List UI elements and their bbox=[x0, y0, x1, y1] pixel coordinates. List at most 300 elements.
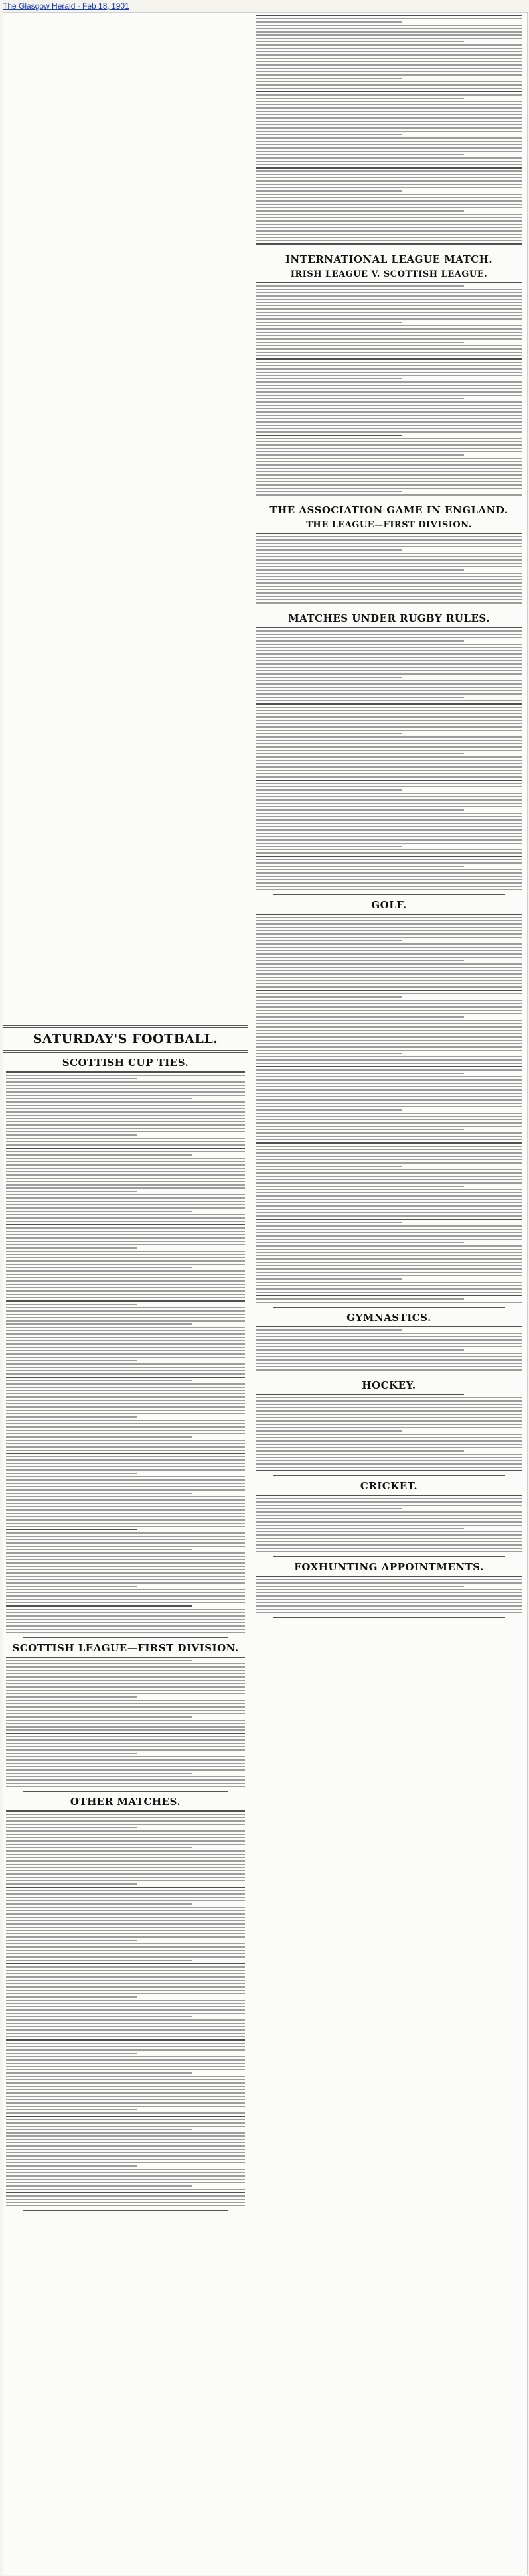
text-line bbox=[6, 1337, 245, 1338]
text-line bbox=[6, 1115, 245, 1116]
text-line bbox=[256, 1255, 522, 1256]
text-line bbox=[6, 2003, 245, 2004]
text-line bbox=[6, 1154, 192, 1156]
text-line bbox=[256, 315, 522, 316]
text-line bbox=[6, 2149, 245, 2150]
text-line bbox=[6, 2069, 245, 2070]
text-line bbox=[6, 2119, 245, 2120]
text-line bbox=[6, 1690, 245, 1691]
text-line bbox=[6, 1680, 245, 1681]
text-line bbox=[256, 484, 522, 486]
text-line bbox=[256, 15, 522, 16]
section-rule bbox=[23, 2210, 228, 2211]
section-rule bbox=[273, 894, 505, 895]
text-line bbox=[6, 2009, 245, 2011]
text-line bbox=[6, 1854, 245, 1855]
text-line bbox=[256, 385, 522, 386]
text-line bbox=[256, 1534, 522, 1536]
text-line bbox=[256, 843, 522, 844]
text-line bbox=[256, 657, 522, 658]
text-line bbox=[256, 1205, 522, 1207]
text-line bbox=[6, 1920, 245, 1921]
text-line bbox=[256, 200, 522, 202]
right-column bbox=[253, 13, 525, 2573]
text-line bbox=[6, 1479, 245, 1481]
text-line bbox=[6, 1615, 245, 1617]
text-line bbox=[256, 1099, 522, 1101]
text-line bbox=[6, 1710, 245, 1711]
text-line bbox=[6, 2126, 245, 2127]
article-text bbox=[256, 1495, 522, 1552]
text-line bbox=[256, 1156, 522, 1157]
text-line bbox=[6, 1559, 245, 1560]
text-line bbox=[6, 1566, 245, 1567]
text-line bbox=[6, 1749, 245, 1751]
text-line bbox=[256, 1424, 522, 1425]
text-line bbox=[256, 1595, 522, 1597]
text-line bbox=[6, 1693, 245, 1694]
text-line bbox=[256, 1116, 522, 1117]
text-line bbox=[6, 2102, 245, 2104]
text-line bbox=[6, 1756, 245, 1757]
text-line bbox=[256, 381, 522, 383]
text-line bbox=[6, 2086, 245, 2087]
text-line bbox=[256, 1495, 522, 1496]
text-line bbox=[256, 451, 522, 452]
text-line bbox=[6, 1720, 245, 1721]
text-line bbox=[256, 710, 522, 711]
section-heading: INTERNATIONAL LEAGUE MATCH. bbox=[285, 253, 493, 265]
text-line bbox=[256, 819, 522, 821]
text-line bbox=[6, 1459, 245, 1461]
text-line bbox=[256, 438, 522, 439]
text-line bbox=[256, 375, 522, 376]
text-line bbox=[6, 2162, 245, 2163]
text-line bbox=[6, 1416, 137, 1418]
text-line bbox=[256, 947, 522, 948]
text-line bbox=[256, 1599, 522, 1600]
text-line bbox=[6, 1294, 245, 1295]
text-line bbox=[256, 98, 464, 99]
text-line bbox=[256, 207, 522, 208]
text-line bbox=[256, 1501, 522, 1503]
text-line bbox=[256, 448, 522, 449]
text-line bbox=[256, 1225, 522, 1227]
text-line bbox=[256, 923, 522, 925]
text-line bbox=[256, 917, 522, 918]
text-line bbox=[6, 2089, 245, 2090]
text-line bbox=[6, 2172, 245, 2173]
text-line bbox=[6, 1197, 245, 1199]
text-line bbox=[256, 566, 522, 567]
text-line bbox=[6, 1509, 245, 1511]
text-line bbox=[256, 940, 402, 941]
text-line bbox=[256, 38, 522, 39]
text-line bbox=[256, 362, 522, 363]
text-line bbox=[256, 1222, 402, 1223]
text-line bbox=[256, 693, 522, 695]
text-line bbox=[256, 1129, 464, 1130]
article-text bbox=[256, 627, 522, 890]
text-line bbox=[256, 849, 522, 850]
text-line bbox=[256, 1579, 522, 1580]
text-line bbox=[256, 1126, 522, 1127]
article-text bbox=[6, 1657, 245, 1787]
text-line bbox=[256, 1132, 522, 1134]
text-line bbox=[6, 1323, 192, 1325]
text-line bbox=[256, 1586, 464, 1587]
text-line bbox=[256, 338, 522, 340]
text-line bbox=[6, 1403, 245, 1404]
text-line bbox=[256, 1020, 522, 1021]
text-line bbox=[6, 1207, 245, 1209]
text-line bbox=[256, 21, 402, 23]
text-line bbox=[256, 54, 522, 56]
text-line bbox=[6, 1483, 245, 1484]
text-line bbox=[6, 1413, 245, 1414]
text-line bbox=[256, 352, 522, 353]
text-line bbox=[256, 937, 522, 938]
text-line bbox=[256, 157, 522, 159]
text-line bbox=[256, 194, 522, 195]
text-line bbox=[256, 963, 522, 965]
text-line bbox=[6, 1686, 245, 1688]
text-line bbox=[256, 322, 402, 323]
text-line bbox=[256, 481, 522, 482]
text-line bbox=[6, 2076, 245, 2077]
text-line bbox=[6, 1983, 245, 1984]
text-line bbox=[256, 405, 522, 406]
text-line bbox=[6, 2000, 245, 2001]
text-line bbox=[256, 308, 522, 310]
text-line bbox=[256, 25, 522, 26]
text-line bbox=[256, 187, 522, 188]
text-line bbox=[6, 1773, 192, 1774]
text-line bbox=[6, 1343, 245, 1345]
text-line bbox=[256, 933, 522, 935]
text-line bbox=[6, 1910, 245, 1911]
text-line bbox=[6, 1576, 245, 1577]
text-line bbox=[6, 1766, 245, 1767]
text-line bbox=[6, 2145, 245, 2147]
text-line bbox=[256, 151, 522, 152]
text-line bbox=[256, 653, 522, 655]
text-line bbox=[256, 398, 464, 399]
text-line bbox=[6, 2175, 245, 2177]
text-line bbox=[256, 1152, 522, 1154]
text-line bbox=[6, 1141, 245, 1142]
text-line bbox=[256, 793, 522, 794]
text-line bbox=[6, 1873, 245, 1875]
text-line bbox=[256, 154, 464, 155]
text-line bbox=[256, 569, 464, 571]
text-line bbox=[256, 563, 522, 564]
text-line bbox=[256, 950, 522, 951]
text-line bbox=[256, 1059, 522, 1061]
text-line bbox=[256, 44, 522, 46]
text-line bbox=[256, 637, 522, 638]
text-line bbox=[256, 1333, 522, 1334]
text-line bbox=[256, 134, 402, 135]
text-line bbox=[256, 803, 522, 804]
text-line bbox=[256, 1518, 522, 1519]
text-line bbox=[256, 1400, 522, 1402]
text-line bbox=[256, 1356, 522, 1357]
text-line bbox=[6, 2122, 245, 2124]
text-line bbox=[6, 1357, 245, 1358]
text-line bbox=[256, 973, 522, 975]
text-line bbox=[6, 1489, 245, 1491]
text-line bbox=[256, 282, 522, 283]
text-line bbox=[256, 1103, 522, 1104]
text-line bbox=[6, 1181, 245, 1182]
text-line bbox=[6, 2063, 245, 2064]
text-line bbox=[6, 1676, 245, 1678]
text-line bbox=[6, 1168, 245, 1169]
text-line bbox=[256, 488, 522, 489]
text-line bbox=[256, 458, 522, 459]
text-line bbox=[6, 1837, 245, 1838]
text-line bbox=[6, 1683, 245, 1684]
text-line bbox=[6, 1098, 192, 1099]
text-line bbox=[6, 1161, 245, 1162]
text-line bbox=[6, 1105, 245, 1106]
text-line bbox=[256, 786, 522, 787]
text-line bbox=[6, 1138, 245, 1139]
text-line bbox=[256, 441, 522, 442]
text-line bbox=[256, 335, 522, 336]
text-line bbox=[256, 355, 522, 356]
text-line bbox=[256, 970, 522, 971]
text-line bbox=[6, 1956, 245, 1958]
text-line bbox=[256, 318, 522, 320]
text-line bbox=[256, 1508, 402, 1509]
text-line bbox=[6, 1237, 245, 1239]
text-line bbox=[6, 1158, 245, 1159]
text-line bbox=[6, 2023, 245, 2024]
text-line bbox=[6, 2112, 245, 2114]
text-line bbox=[256, 174, 522, 175]
text-line bbox=[6, 1320, 245, 1322]
text-line bbox=[6, 1450, 245, 1451]
text-line bbox=[6, 2026, 245, 2027]
right-sections bbox=[253, 15, 525, 1618]
text-line bbox=[256, 644, 522, 645]
text-line bbox=[256, 167, 522, 169]
text-line bbox=[256, 468, 522, 469]
text-line bbox=[256, 292, 522, 293]
text-line bbox=[256, 395, 522, 396]
text-line bbox=[256, 1467, 522, 1468]
text-line bbox=[6, 1602, 245, 1603]
text-line bbox=[6, 1870, 245, 1871]
text-line bbox=[256, 582, 522, 584]
text-line bbox=[256, 773, 522, 774]
text-line bbox=[6, 1469, 245, 1471]
text-line bbox=[256, 872, 522, 874]
text-line bbox=[6, 1071, 245, 1073]
text-line bbox=[256, 1169, 522, 1170]
text-line bbox=[256, 302, 522, 303]
text-line bbox=[6, 1746, 245, 1747]
text-line bbox=[6, 1546, 245, 1547]
text-line bbox=[256, 1149, 522, 1150]
text-line bbox=[256, 726, 522, 728]
section-rule bbox=[273, 1307, 505, 1308]
text-line bbox=[256, 650, 522, 651]
text-line bbox=[256, 1016, 464, 1018]
text-line bbox=[6, 1890, 245, 1891]
text-line bbox=[6, 2155, 245, 2157]
text-line bbox=[256, 579, 522, 580]
text-line bbox=[6, 2182, 245, 2183]
text-line bbox=[256, 230, 522, 232]
text-line bbox=[6, 2006, 245, 2007]
text-line bbox=[6, 1493, 192, 1494]
text-line bbox=[6, 1880, 245, 1881]
text-line bbox=[6, 1260, 245, 1262]
text-line bbox=[256, 1505, 522, 1506]
text-line bbox=[256, 1252, 522, 1253]
text-line bbox=[6, 1713, 245, 1714]
text-line bbox=[256, 1548, 522, 1549]
section-heading: MATCHES UNDER RUGBY RULES. bbox=[288, 612, 490, 624]
article-text bbox=[256, 914, 522, 1303]
text-line bbox=[256, 670, 522, 671]
text-line bbox=[256, 677, 402, 678]
text-line bbox=[256, 1202, 522, 1203]
text-line bbox=[6, 1893, 245, 1895]
text-line bbox=[256, 1295, 522, 1296]
article-text bbox=[6, 1810, 245, 2206]
text-line bbox=[256, 986, 522, 988]
text-line bbox=[256, 41, 464, 42]
text-line bbox=[256, 687, 522, 688]
text-line bbox=[6, 2096, 245, 2097]
text-line bbox=[6, 2189, 245, 2190]
section-rule bbox=[273, 1617, 505, 1618]
text-line bbox=[256, 1437, 522, 1438]
text-line bbox=[6, 1217, 245, 1219]
text-line bbox=[256, 967, 522, 968]
text-line bbox=[6, 2039, 245, 2041]
text-line bbox=[256, 180, 522, 182]
text-line bbox=[256, 1189, 522, 1190]
text-line bbox=[256, 730, 522, 731]
article-text bbox=[6, 1071, 245, 1633]
text-line bbox=[256, 1346, 522, 1347]
text-line bbox=[256, 190, 402, 192]
text-line bbox=[256, 295, 522, 297]
text-line bbox=[256, 879, 522, 880]
text-line bbox=[256, 1006, 522, 1008]
text-line bbox=[6, 1420, 245, 1421]
text-line bbox=[256, 164, 522, 165]
text-line bbox=[256, 81, 522, 82]
text-line bbox=[6, 1739, 245, 1741]
text-line bbox=[256, 1013, 522, 1014]
text-line bbox=[256, 444, 522, 446]
text-line bbox=[256, 74, 522, 76]
text-line bbox=[6, 1900, 245, 1901]
text-line bbox=[256, 627, 522, 628]
section-heading: GOLF. bbox=[371, 899, 407, 911]
text-line bbox=[256, 776, 522, 778]
text-line bbox=[6, 1377, 245, 1378]
text-line bbox=[256, 536, 522, 537]
text-line bbox=[256, 1239, 522, 1240]
text-line bbox=[256, 1179, 522, 1180]
text-line bbox=[256, 127, 522, 129]
text-line bbox=[6, 1783, 245, 1784]
text-line bbox=[256, 197, 522, 198]
text-line bbox=[256, 553, 522, 554]
text-line bbox=[6, 2092, 245, 2094]
blank-page-area bbox=[3, 13, 249, 1018]
text-line bbox=[256, 869, 522, 870]
text-line bbox=[256, 596, 522, 597]
text-line bbox=[256, 365, 522, 366]
section-heading: OTHER MATCHES. bbox=[70, 1796, 181, 1808]
text-line bbox=[6, 2169, 245, 2170]
text-line bbox=[256, 348, 522, 350]
text-line bbox=[6, 1280, 245, 1282]
text-line bbox=[256, 1339, 522, 1341]
text-line bbox=[256, 1192, 522, 1193]
text-line bbox=[6, 1663, 245, 1664]
text-line bbox=[256, 1576, 522, 1577]
source-link[interactable]: The Glasgow Herald - Feb 18, 1901 bbox=[3, 1, 129, 11]
text-line bbox=[256, 84, 522, 86]
text-line bbox=[256, 184, 522, 185]
text-line bbox=[256, 1447, 522, 1448]
text-line bbox=[256, 1235, 522, 1237]
text-line bbox=[6, 2079, 245, 2080]
text-line bbox=[256, 1515, 522, 1516]
text-line bbox=[6, 1290, 245, 1292]
text-line bbox=[6, 1383, 245, 1385]
text-line bbox=[256, 342, 464, 343]
text-line bbox=[6, 1986, 245, 1988]
text-line bbox=[6, 1706, 245, 1708]
text-line bbox=[256, 1119, 522, 1120]
text-line bbox=[256, 663, 522, 665]
text-line bbox=[256, 960, 464, 961]
text-line bbox=[256, 101, 522, 102]
text-line bbox=[256, 1215, 522, 1217]
text-line bbox=[256, 1420, 522, 1422]
text-line bbox=[6, 1274, 245, 1275]
text-line bbox=[6, 1830, 245, 1832]
text-line bbox=[6, 2046, 245, 2047]
text-line bbox=[256, 1050, 522, 1051]
text-line bbox=[6, 1333, 245, 1335]
text-line bbox=[256, 210, 464, 212]
text-line bbox=[256, 494, 522, 496]
text-line bbox=[256, 204, 522, 205]
text-line bbox=[6, 1101, 245, 1103]
text-line bbox=[256, 1404, 522, 1405]
text-line bbox=[256, 1036, 522, 1038]
text-line bbox=[6, 1396, 245, 1398]
text-line bbox=[6, 2132, 245, 2134]
text-line bbox=[256, 1410, 522, 1412]
text-line bbox=[256, 1053, 402, 1054]
text-line bbox=[256, 716, 522, 718]
text-line bbox=[256, 1366, 522, 1367]
text-line bbox=[256, 1407, 522, 1408]
text-line bbox=[256, 217, 522, 218]
